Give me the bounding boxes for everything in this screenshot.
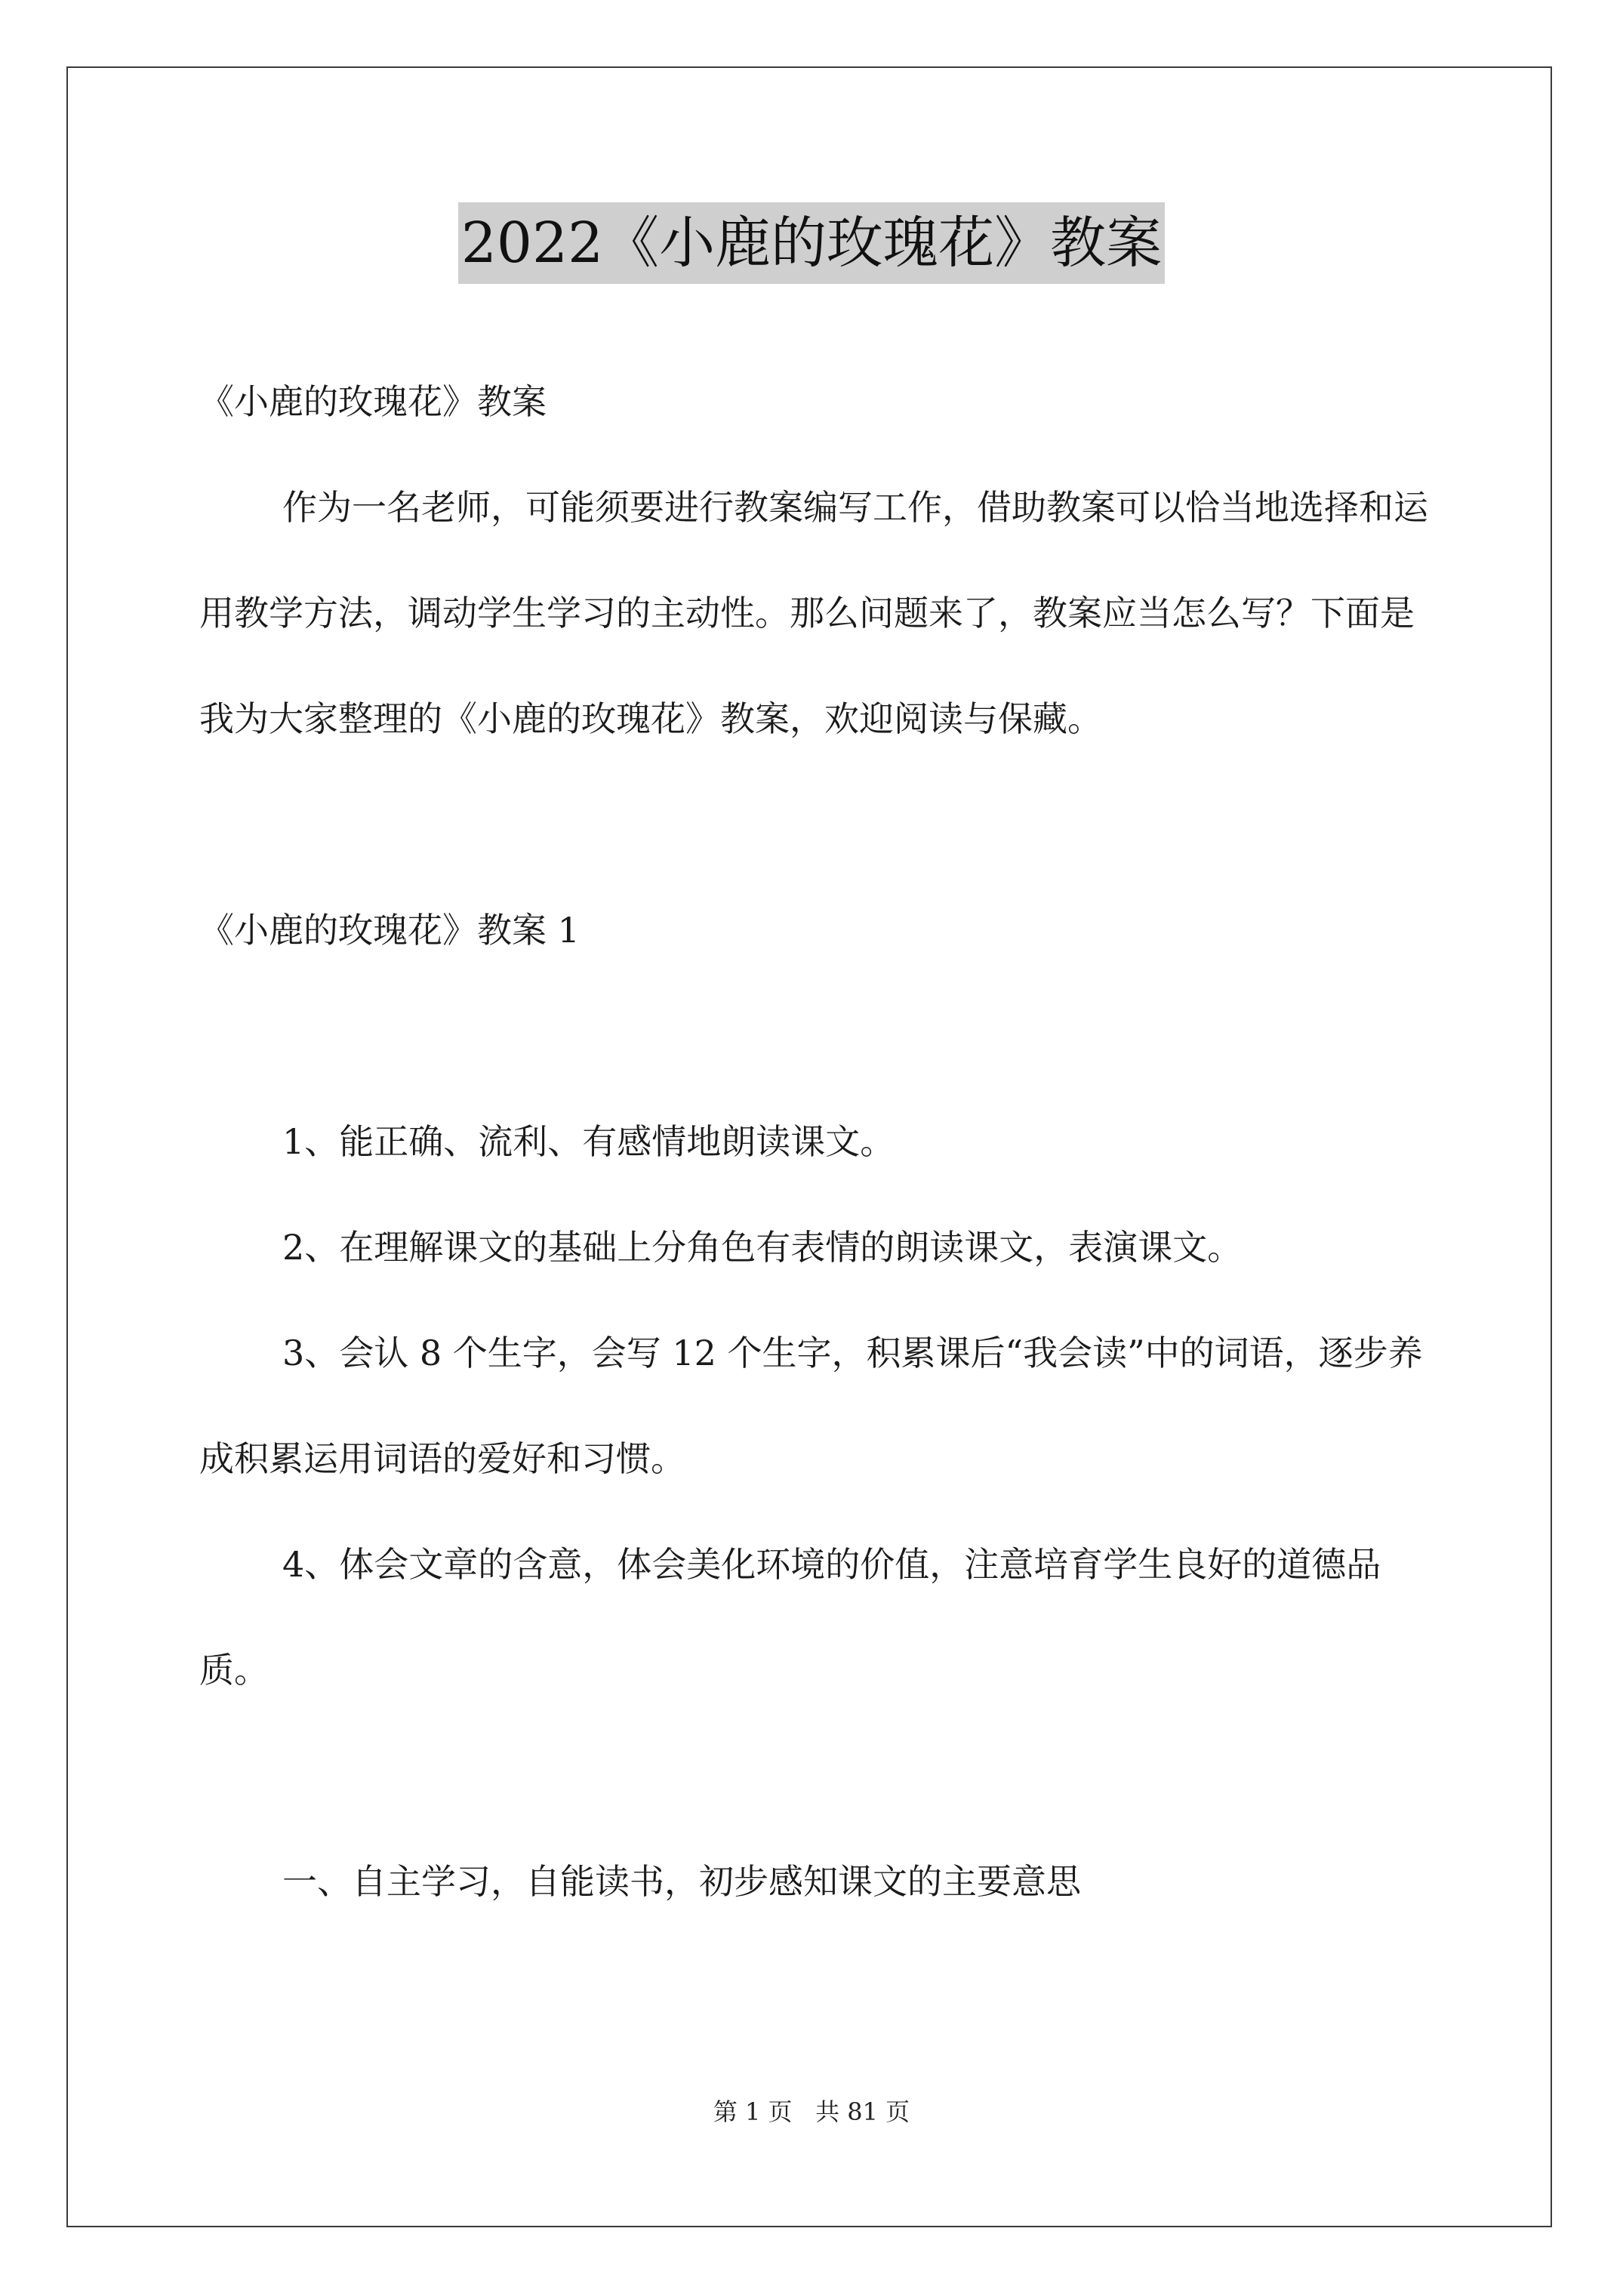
spacer	[199, 772, 1430, 877]
objective-item: 4、体会文章的含意，体会美化环境的价值，注意培育学生良好的道德品质。	[199, 1544, 1381, 1690]
document-body	[199, 349, 1430, 1934]
objective-item: 2、在理解课文的基础上分角色有表情的朗读课文，表演课文。	[282, 1227, 1243, 1268]
subtitle: 《小鹿的玫瑰花》教案	[199, 381, 547, 422]
objective-item: 1、能正确、流利、有感情地朗读课文。	[282, 1121, 895, 1162]
intro-paragraph: 作为一名老师，可能须要进行教案编写工作，借助教案可以恰当地选择和运用教学方法，调动学生学习的主动性。那么问题来了，教案应当怎么写？下面是我为大家整理的《小鹿的玫瑰花》教案，欢迎阅读与保藏。	[199, 487, 1428, 739]
step-heading: 一、自主学习，自能读书，初步感知课文的主要意思	[282, 1861, 1081, 1902]
title-container	[0, 202, 1623, 284]
page-footer: 第 1 页 共 81 页	[713, 2097, 910, 2126]
spacer	[199, 1723, 1430, 1829]
section-heading: 《小鹿的玫瑰花》教案 1	[199, 910, 580, 951]
spacer	[199, 983, 1430, 1089]
objective-item: 3、会认 8 个生字，会写 12 个生字，积累课后“我会读”中的词语，逐步养成积累运用词语的爱好和习惯。	[199, 1333, 1423, 1479]
document-title: 2022《小鹿的玫瑰花》教案	[458, 202, 1165, 284]
